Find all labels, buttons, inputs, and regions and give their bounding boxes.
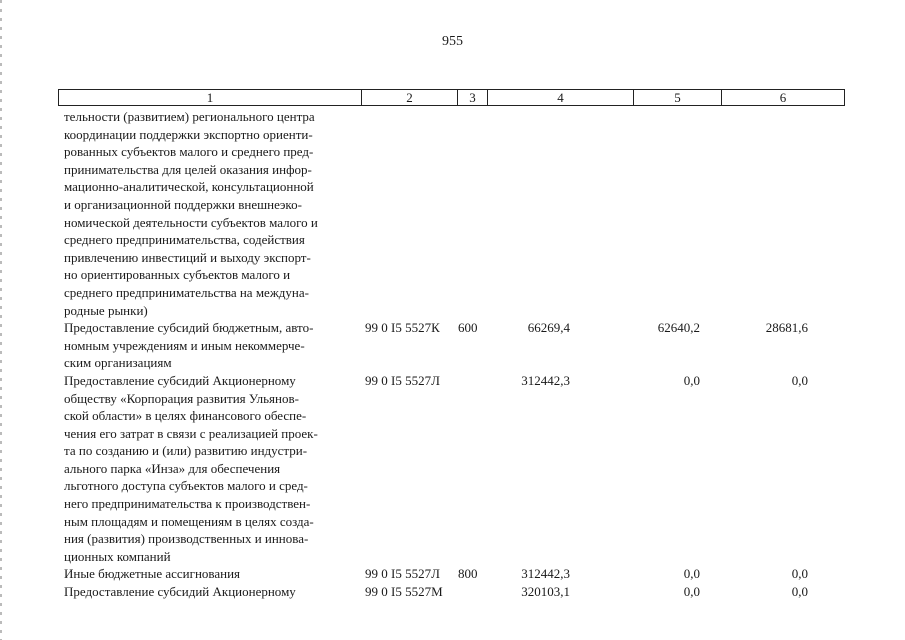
description-line: и организационной поддержки внешнеэко- <box>64 196 302 212</box>
description-line: но ориентированных субъектов малого и <box>64 267 291 283</box>
amount-column-6: 0,0 <box>791 584 808 600</box>
row-description <box>64 565 354 583</box>
description-line: ской области» в целях финансового обеспе- <box>64 408 307 424</box>
classification-code: 99 0 I5 5527Л <box>365 372 440 388</box>
description-line: чения его затрат в связи с реализацией проек- <box>64 425 318 441</box>
table-body <box>64 108 854 601</box>
column-header-1: 1 <box>206 90 214 105</box>
row-description <box>64 319 354 372</box>
description-line: Предоставление субсидий Акционерному <box>64 584 296 600</box>
amount-column-5: 0,0 <box>683 372 700 388</box>
amount-column-4: 66269,4 <box>527 320 570 336</box>
amount-column-5: 62640,2 <box>657 320 700 336</box>
description-line: координации поддержки экспортно ориенти- <box>64 126 313 142</box>
description-line: ционных компаний <box>64 548 171 564</box>
classification-code: 99 0 I5 5527К <box>365 320 440 336</box>
description-line: та по созданию и (или) развитию индустри- <box>64 443 308 459</box>
description-line: него предпринимательства к производствен- <box>64 496 311 512</box>
amount-column-6: 0,0 <box>791 566 808 582</box>
description-line: обществу «Корпорация развития Ульянов- <box>64 390 299 406</box>
description-line: Иные бюджетные ассигнования <box>64 566 241 582</box>
amount-column-6: 0,0 <box>791 372 808 388</box>
column-header-2: 2 <box>361 90 457 105</box>
amount-column-4: 312442,3 <box>521 372 570 388</box>
description-line: рованных субъектов малого и среднего пред- <box>64 144 314 160</box>
description-line: тельности (развитием) регионального центра <box>64 109 315 124</box>
amount-column-5: 0,0 <box>683 584 700 600</box>
column-header-5: 5 <box>633 90 721 105</box>
table-row <box>64 372 854 566</box>
scan-edge-mark <box>0 0 2 640</box>
amount-column-4: 320103,1 <box>521 584 570 600</box>
table-row <box>64 108 854 319</box>
description-line: среднего предпринимательства, содействия <box>64 232 305 248</box>
table-row <box>64 583 854 601</box>
column-header-3: 3 <box>457 90 487 105</box>
description-line: ским организациям <box>64 355 172 371</box>
expense-type-code: 600 <box>458 320 478 336</box>
classification-code: 99 0 I5 5527М <box>365 584 443 600</box>
table-row <box>64 565 854 583</box>
amount-column-4: 312442,3 <box>521 566 570 582</box>
row-description <box>64 108 354 319</box>
table-row <box>64 319 854 372</box>
column-header-6: 6 <box>721 90 844 105</box>
expense-type-code: 800 <box>458 566 478 582</box>
row-description <box>64 372 354 566</box>
description-line: номической деятельности субъектов малого и <box>64 214 318 230</box>
column-header-4: 4 <box>487 90 633 105</box>
row-description <box>64 583 354 601</box>
description-line: Предоставление субсидий Акционерному <box>64 372 296 388</box>
amount-column-6: 28681,6 <box>765 320 808 336</box>
description-line: номным учреждениям и иным некоммерче- <box>64 337 305 353</box>
description-line: Предоставление субсидий бюджетным, авто- <box>64 320 314 336</box>
classification-code: 99 0 I5 5527Л <box>365 566 440 582</box>
description-line: льготного доступа субъектов малого и сред- <box>64 478 308 494</box>
page-number: 955 <box>442 34 463 49</box>
table-header-row <box>58 89 845 106</box>
description-line: ального парка «Инза» для обеспечения <box>64 460 281 476</box>
description-line: родные рынки) <box>64 302 148 318</box>
description-line: среднего предпринимательства на междуна- <box>64 284 309 300</box>
amount-column-5: 0,0 <box>683 566 700 582</box>
description-line: привлечению инвестиций и выходу экспорт- <box>64 249 311 265</box>
description-line: мационно-аналитической, консультационной <box>64 179 314 195</box>
description-line: ным площадям и помещениям в целях созда- <box>64 513 314 529</box>
description-line: принимательства для целей оказания инфор- <box>64 161 312 177</box>
description-line: ния (развития) производственных и иннова- <box>64 531 309 547</box>
